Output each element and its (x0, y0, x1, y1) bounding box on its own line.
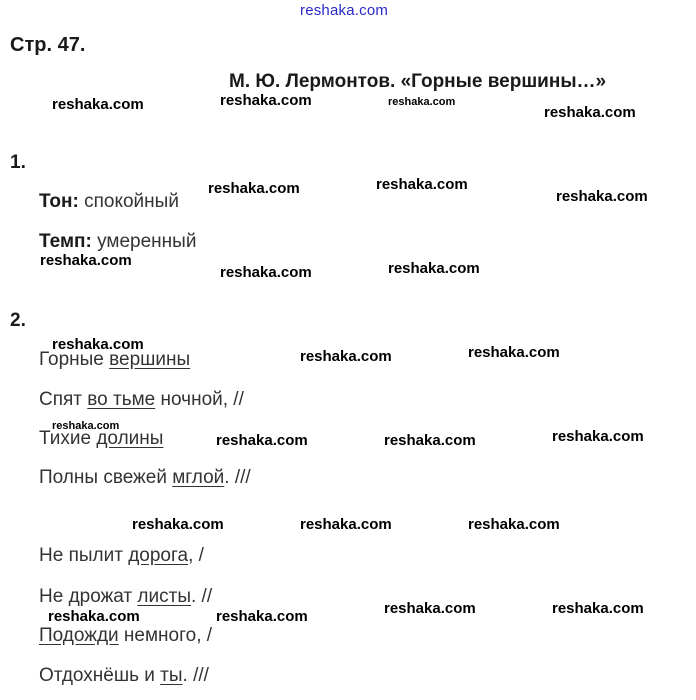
underlined-word: листы (137, 586, 191, 607)
watermark: reshaka.com (376, 176, 468, 193)
poem-line (39, 467, 251, 489)
watermark: reshaka.com (544, 104, 636, 121)
watermark: reshaka.com (52, 420, 120, 432)
line-pause: . /// (182, 665, 209, 686)
watermark: reshaka.com (52, 336, 144, 353)
line-pause: ночной, // (155, 389, 244, 410)
watermark: reshaka.com (216, 608, 308, 625)
line-text: Не дрожат (39, 586, 138, 607)
watermark: reshaka.com (468, 344, 560, 361)
task-2-number: 2. (10, 310, 26, 331)
underlined-word: вершины (109, 349, 191, 370)
watermark: reshaka.com (388, 96, 456, 108)
watermark: reshaka.com (52, 96, 144, 113)
underlined-word: дорога (128, 545, 189, 566)
underlined-word: ты (160, 665, 183, 686)
poem-line (39, 389, 244, 411)
line-text: Тихие (39, 428, 97, 449)
tempo-label: Темп: (39, 231, 92, 252)
page-number: Стр. 47. (10, 34, 86, 56)
line-pause: , / (188, 545, 204, 566)
poem-line (39, 545, 204, 567)
watermark: reshaka.com (40, 252, 132, 269)
tone-label: Тон: (39, 191, 79, 212)
underlined-word: долины (96, 428, 164, 449)
tempo-value: умеренный (97, 231, 197, 252)
watermark: reshaka.com (48, 608, 140, 625)
line-text: Горные (39, 349, 110, 370)
watermark: reshaka.com (388, 260, 480, 277)
tempo-row (39, 231, 196, 253)
line-pause: немного, / (118, 625, 213, 646)
watermark: reshaka.com (384, 600, 476, 617)
task-1-number: 1. (10, 152, 26, 173)
line-text: Спят (39, 389, 88, 410)
underlined-word: Подожди (39, 625, 119, 646)
poem-line (39, 625, 212, 647)
watermark: reshaka.com (132, 516, 224, 533)
underlined-word: во тьме (87, 389, 156, 410)
site-header-link[interactable]: reshaka.com (300, 2, 389, 19)
watermark: reshaka.com (384, 432, 476, 449)
watermark: reshaka.com (468, 516, 560, 533)
tone-value: спокойный (84, 191, 179, 212)
line-pause: . /// (224, 467, 251, 488)
line-text: Отдохнёшь и (39, 665, 161, 686)
watermark: reshaka.com (300, 516, 392, 533)
poem-line (39, 665, 209, 687)
line-text: Не пылит (39, 545, 129, 566)
watermark: reshaka.com (556, 188, 648, 205)
watermark: reshaka.com (216, 432, 308, 449)
watermark: reshaka.com (220, 264, 312, 281)
watermark: reshaka.com (552, 428, 644, 445)
underlined-word: мглой (172, 467, 225, 488)
watermark: reshaka.com (220, 92, 312, 109)
poem-title: М. Ю. Лермонтов. «Горные вершины…» (229, 71, 607, 92)
watermark: reshaka.com (300, 348, 392, 365)
watermark: reshaka.com (208, 180, 300, 197)
poem-line (39, 586, 212, 608)
watermark: reshaka.com (552, 600, 644, 617)
line-pause: . // (190, 586, 213, 607)
line-text: Полны свежей (39, 467, 173, 488)
tone-row (39, 191, 179, 213)
